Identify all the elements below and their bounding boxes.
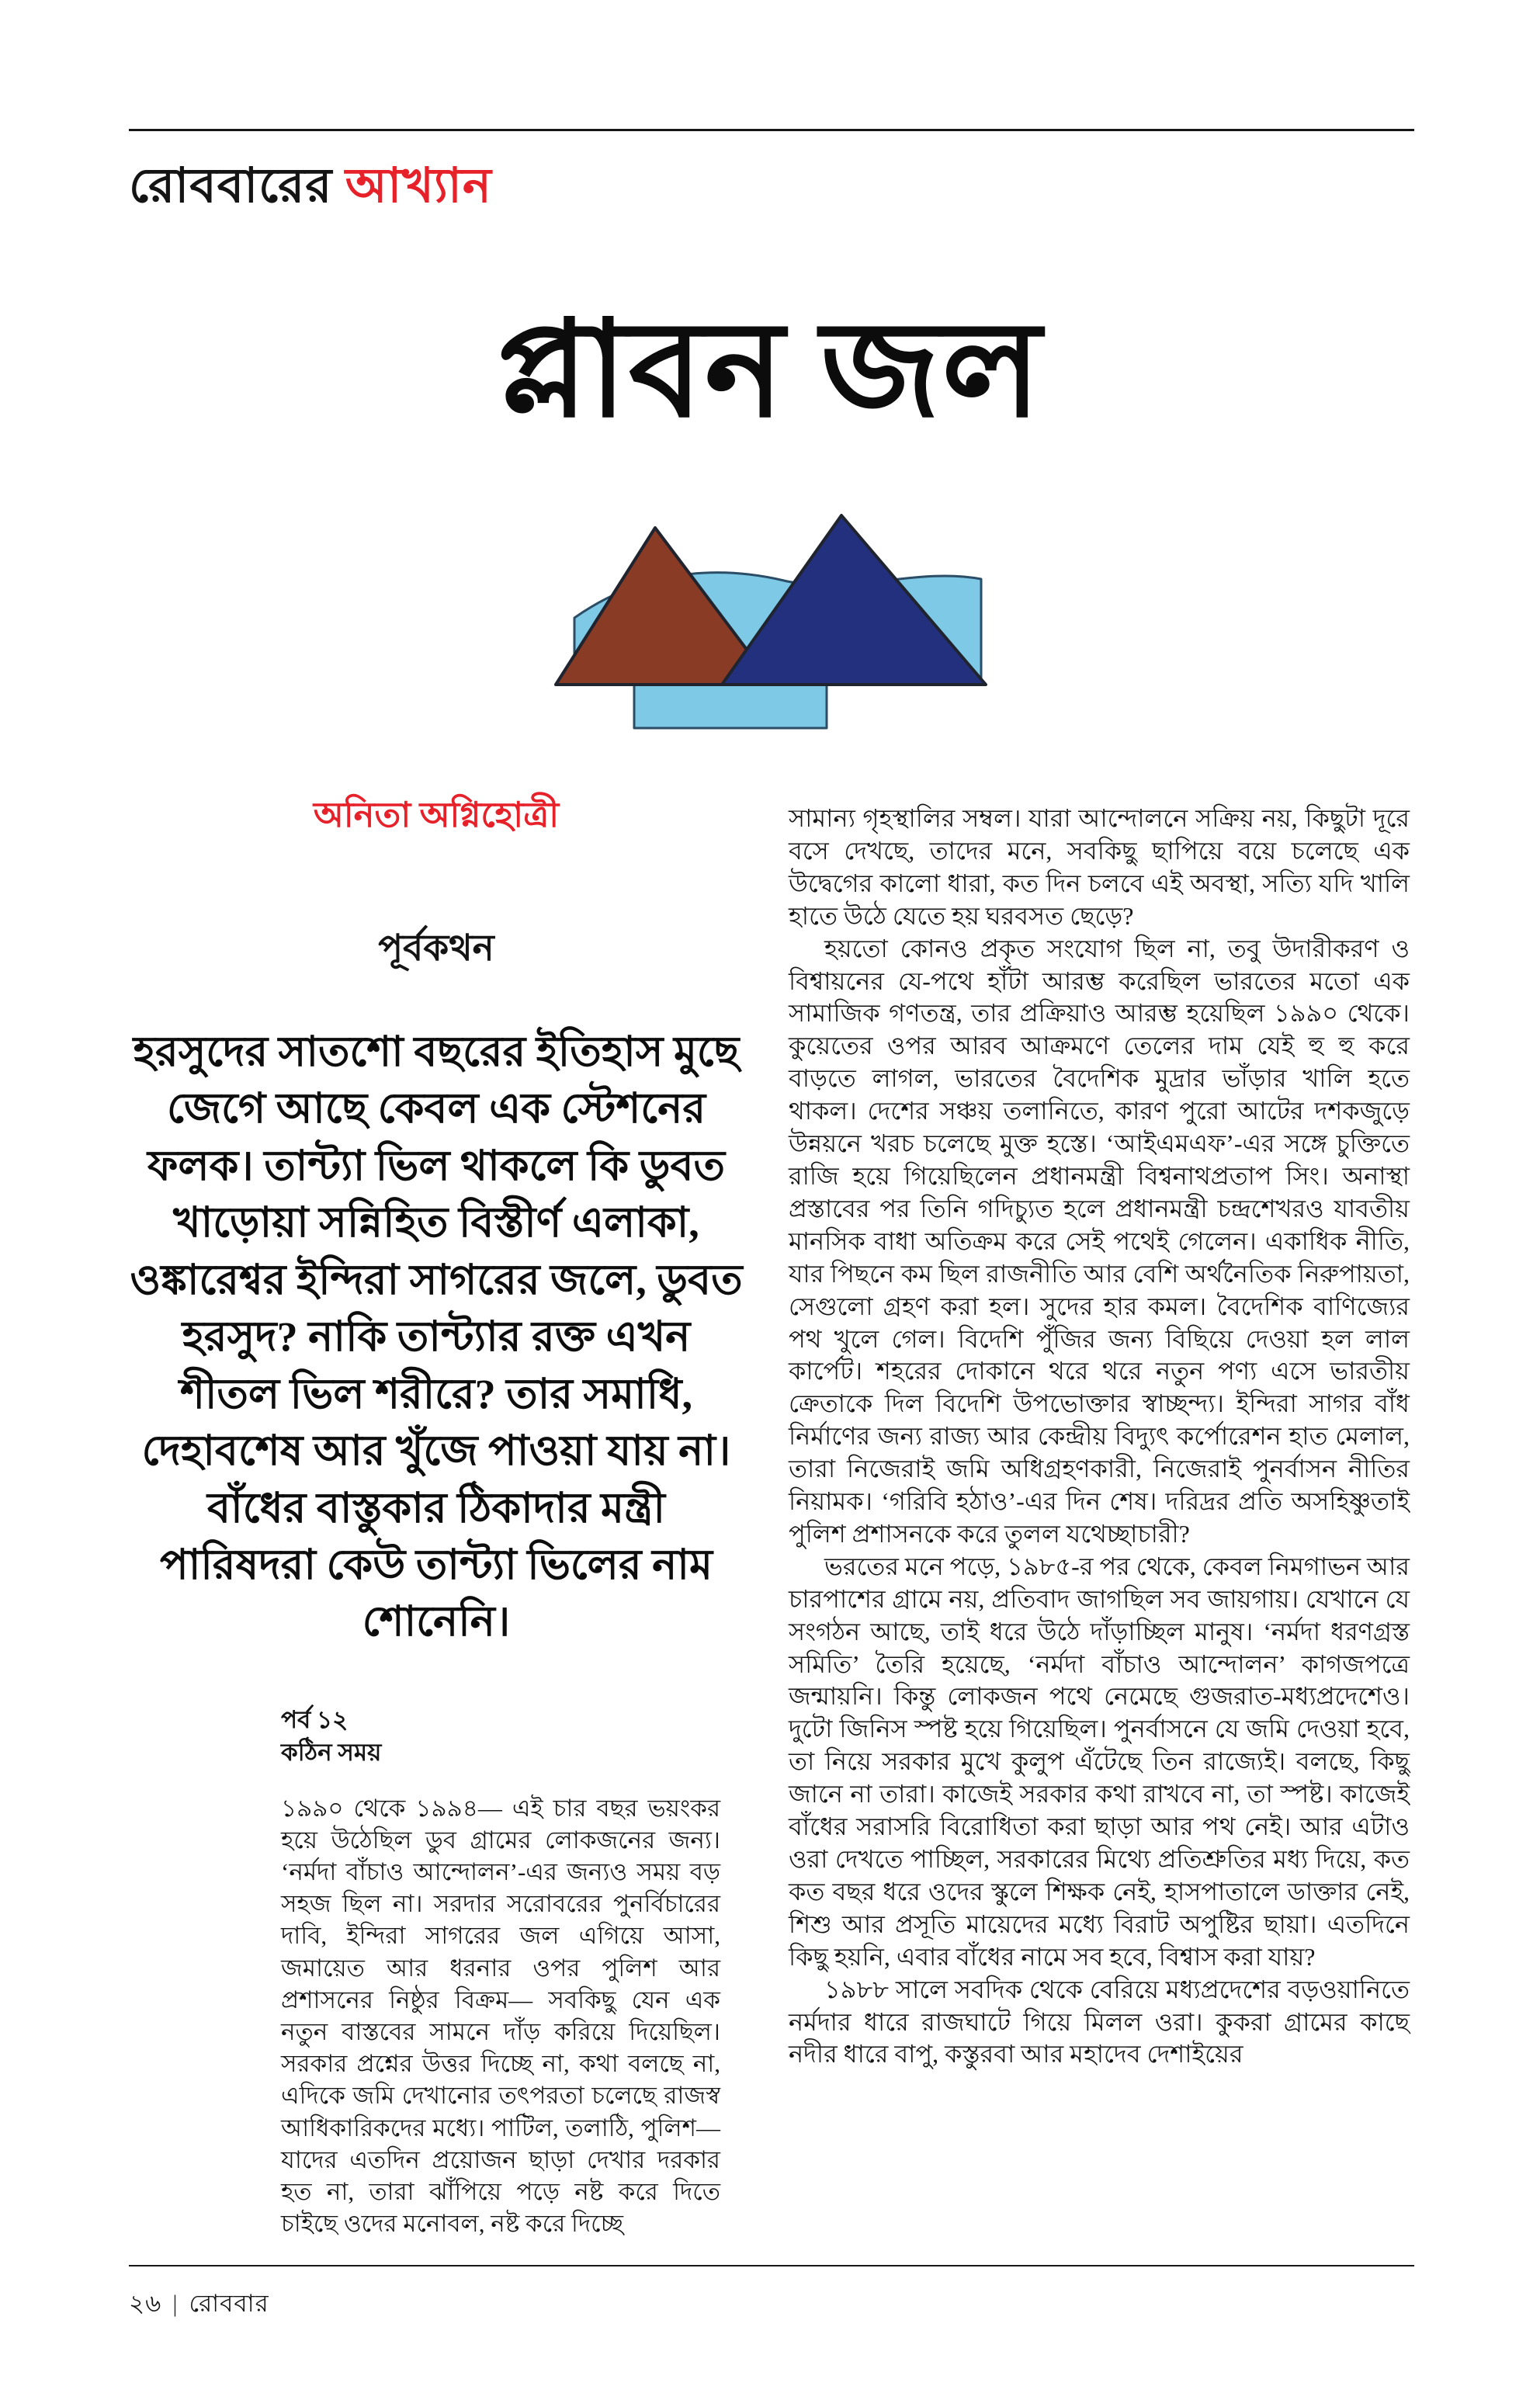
right-paragraph: সামান্য গৃহস্থালির সম্বল। যারা আন্দোলনে সক্রিয় নয়, কিছুটা দূরে বসে দেখছে, তাদের মনে, সবকিছু ছাপিয়ে বয়ে চলেছে এক উদ্বেগের কালো ধারা, কত দিন চলবে এই অবস্থা, সত্যি যদি খালি হাতে উঠে যেতে হয় ঘরবসত ছেড়ে? xyxy=(789,804,1410,930)
top-rule xyxy=(129,129,1414,131)
right-paragraph: ১৯৮৮ সালে সবদিক থেকে বেরিয়ে মধ্যপ্রদেশের বড়ওয়ানিতে নর্মদার ধারে রাজঘাটে গিয়ে মিলল ওরা। কুকরা গ্রামের কাছে নদীর ধারে বাপু, কস্তুরবা আর মহাদেব দেশাইয়ের xyxy=(789,1975,1410,2069)
mountain-flood-illustration xyxy=(553,501,987,731)
masthead-series: রোববারের xyxy=(129,160,333,213)
footer-divider: | xyxy=(172,2290,179,2317)
masthead xyxy=(129,149,492,229)
lead-paragraph: হরসুদের সাতশো বছরের ইতিহাস মুছে জেগে আছে কেবল এক স্টেশনের ফলক। তান্ট্যা ভিল থাকলে কি ডুবত খাড়োয়া সন্নিহিত বিস্তীর্ণ এলাকা, ওঙ্কারেশ্বর ইন্দিরা সাগরের জলে, ডুবত হরসুদ? নাকি তান্ট্যার রক্ত এখন শীতল ভিল শরীরে? তার সমাধি, দেহাবশেষ আর খুঁজে পাওয়া যায় না। বাঁধের বাস্তুকার ঠিকাদার মন্ত্রী পারিষদরা কেউ তান্ট্যা ভিলের নাম শোনেনি। xyxy=(130,1028,743,1646)
part-title: কঠিন সময় xyxy=(281,1738,382,1766)
author-name: অনিতা অগ্নিহোত্রী xyxy=(313,796,560,834)
right-paragraph: হয়তো কোনও প্রকৃত সংযোগ ছিল না, তবু উদারীকরণ ও বিশ্বায়নের যে-পথে হাঁটা আরম্ভ করেছিল ভারতের মতো এক সামাজিক গণতন্ত্র, তার প্রক্রিয়াও আরম্ভ হয়েছিল ১৯৯০ থেকে। কুয়েতের ওপর আরব আক্রমণে তেলের দাম যেই হু হু করে বাড়তে লাগল, ভারতের বৈদেশিক মুদ্রার ভাঁড়ার খালি হতে থাকল। দেশের সঞ্চয় তলানিতে, কারণ পুরো আটের দশকজুড়ে উন্নয়নে খরচ চলেছে মুক্ত হস্তে। ‘আইএমএফ’-এর সঙ্গে চুক্তিতে রাজি হয়ে গিয়েছিলেন প্রধানমন্ত্রী বিশ্বনাথপ্রতাপ সিং। অনাস্থা প্রস্তাবের পর তিনি গদিচ্যুত হলে প্রধানমন্ত্রী চন্দ্রশেখরও যাবতীয় মানসিক বাধা অতিক্রম করে সেই পথেই গেলেন। একাধিক নীতি, যার পিছনে কম ছিল রাজনীতি আর বেশি অর্থনৈতিক নিরুপায়তা, সেগুলো গ্রহণ করা হল। সুদের হার কমল। বৈদেশিক বাণিজ্যের পথ খুলে গেল। বিদেশি পুঁজির জন্য বিছিয়ে দেওয়া হল লাল কার্পেট। শহরের দোকানে থরে থরে নতুন পণ্য এসে ভারতীয় ক্রেতাকে দিল বিদেশি উপভোক্তার স্বাচ্ছন্দ্য। ইন্দিরা সাগর বাঁধ নির্মাণের জন্য রাজ্য আর কেন্দ্রীয় বিদ্যুৎ কর্পোরেশন হাত মেলাল, তারা নিজেরাই জমি অধিগ্রহণকারী, নিজেরাই পুনর্বাসন নীতির নিয়ামক। ‘গরিবি হঠাও’-এর দিন শেষ। দরিদ্রর প্রতি অসহিষ্ণুতাই পুলিশ প্রশাসনকে করে তুলল যথেচ্ছাচারী? xyxy=(789,934,1410,1548)
article-title: প্লাবন জল xyxy=(497,297,1043,445)
left-body-paragraph: ১৯৯০ থেকে ১৯৯৪— এই চার বছর ভয়ংকর হয়ে উঠেছিল ডুব গ্রামের লোকজনের জন্য। ‘নর্মদা বাঁচাও আন্দোলন’-এর জন্যও সময় বড় সহজ ছিল না। সরদার সরোবরের পুনর্বিচারের দাবি, ইন্দিরা সাগরের জল এগিয়ে আসা, জমায়েত আর ধরনার ওপর পুলিশ আর প্রশাসনের নিষ্ঠুর বিক্রম— সবকিছু যেন এক নতুন বাস্তবের সামনে দাঁড় করিয়ে দিয়েছিল। সরকার প্রশ্নের উত্তর দিচ্ছে না, কথা বলছে না, এদিকে জমি দেখানোর তৎপরতা চলেছে রাজস্ব আধিকারিকদের মধ্যে। পাটিল, তলাঠি, পুলিশ— যাদের এতদিন প্রয়োজন ছাড়া দেখার দরকার হত না, তারা ঝাঁপিয়ে পড়ে নষ্ট করে দিতে চাইছে ওদের মনোবল, নষ্ট করে দিচ্ছে xyxy=(281,1794,720,2238)
page-footer xyxy=(129,2285,269,2325)
preface-label: পূর্বকথন xyxy=(378,928,494,969)
page-number: ২৬ xyxy=(129,2290,162,2317)
left-column xyxy=(129,789,744,2240)
masthead-accent: আখ্যান xyxy=(345,160,492,213)
right-column xyxy=(789,803,1410,2071)
bottom-rule xyxy=(129,2265,1414,2266)
part-label: পর্ব ১২ xyxy=(281,1705,349,1733)
part-block xyxy=(281,1704,744,1769)
right-paragraph: ভরতের মনে পড়ে, ১৯৮৫-র পর থেকে, কেবল নিমগাভন আর চারপাশের গ্রামে নয়, প্রতিবাদ জাগছিল সব জায়গায়। যেখানে যে সংগঠন আছে, তাই ধরে উঠে দাঁড়াচ্ছিল মানুষ। ‘নর্মদা ধরণগ্রস্ত সমিতি’ তৈরি হয়েছে, ‘নর্মদা বাঁচাও আন্দোলন’ কাগজপত্রে জন্মায়নি। কিন্তু লোকজন পথে নেমেছে গুজরাত-মধ্যপ্রদেশেও। দুটো জিনিস স্পষ্ট হয়ে গিয়েছিল। পুনর্বাসনে যে জমি দেওয়া হবে, তা নিয়ে সরকার মুখে কুলুপ এঁটেছে তিন রাজ্যেই। বলছে, কিছু জানে না তারা। কাজেই সরকার কথা রাখবে না, তা স্পষ্ট। কাজেই বাঁধের সরাসরি বিরোধিতা করা ছাড়া আর পথ নেই। আর এটাও ওরা দেখতে পাচ্ছিল, সরকারের মিথ্যে প্রতিশ্রুতির মধ্য দিয়ে, কত কত বছর ধরে ওদের স্কুলে শিক্ষক নেই, হাসপাতালে ডাক্তার নেই, শিশু আর প্রসূতি মায়েদের মধ্যে বিরাট অপুষ্টির ছায়া। এতদিনে কিছু হয়নি, এবার বাঁধের নামে সব হবে, বিশ্বাস করা যায়? xyxy=(789,1552,1410,1971)
magazine-name: রোববার xyxy=(189,2290,269,2317)
water-block xyxy=(634,685,827,728)
